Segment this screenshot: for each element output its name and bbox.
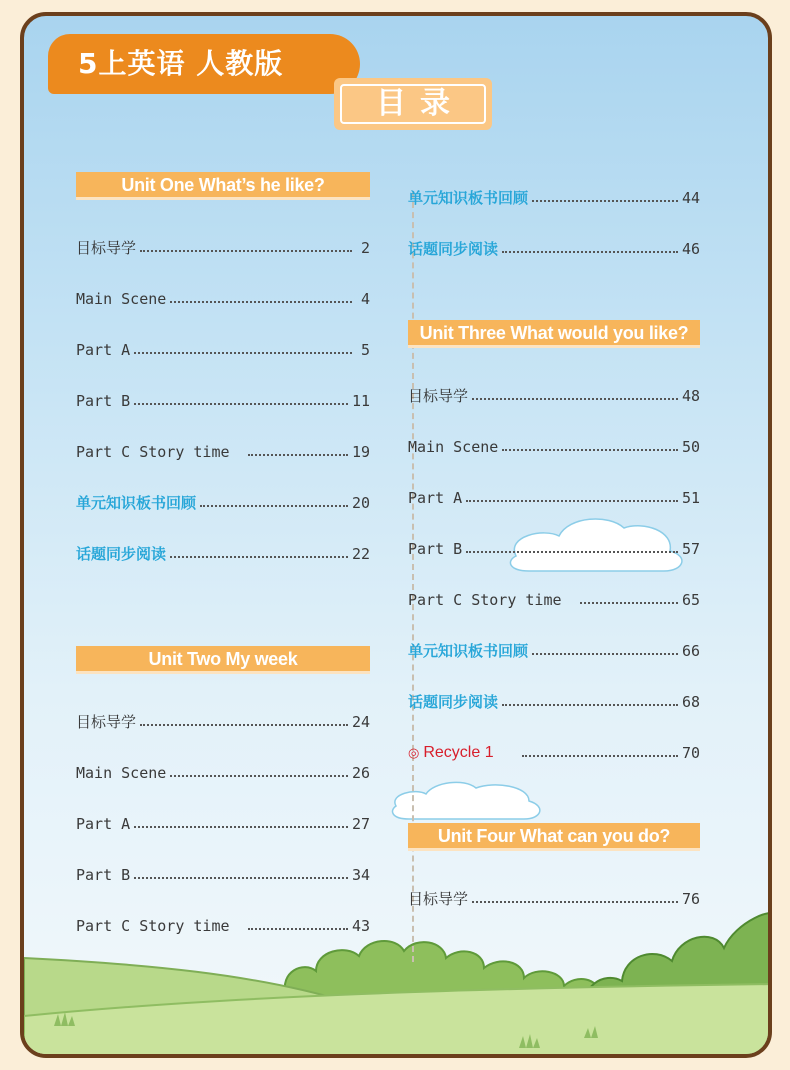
entry-label: 目标导学 (76, 713, 137, 731)
page-number: 48 (681, 386, 700, 405)
entry-label: 目标导学 (76, 239, 137, 257)
recycle-label: ◎ Recycle 1 (408, 743, 494, 761)
entry-label: 目标导学 (408, 890, 469, 908)
dot-leader (502, 449, 678, 451)
dot-leader (466, 551, 678, 553)
toc-entry[interactable] (408, 574, 700, 625)
dot-leader (502, 251, 678, 253)
entry-label: Part B (76, 391, 131, 410)
toc-entry[interactable] (408, 625, 700, 676)
page-number: 43 (351, 916, 370, 935)
dot-leader (170, 775, 348, 777)
dot-leader (472, 398, 678, 400)
toc-right-column (408, 172, 700, 939)
entry-label: 话题同步阅读 (76, 545, 167, 563)
page-number: 66 (681, 641, 700, 660)
page-number: 27 (351, 814, 370, 833)
page-number: 24 (351, 712, 370, 731)
toc-entry[interactable] (408, 370, 700, 421)
dot-leader (502, 704, 678, 706)
toc-left-column (76, 172, 370, 966)
entry-label: Main Scene (76, 763, 167, 782)
dot-leader (140, 724, 348, 726)
entry-label: 话题同步阅读 (408, 693, 499, 711)
toc-entry[interactable] (76, 849, 370, 900)
entry-label: Part B (408, 539, 463, 558)
series-tag: 5上英语 人教版 (48, 34, 360, 94)
toc-entry[interactable] (76, 324, 370, 375)
dot-leader (248, 928, 348, 930)
page-number: 65 (681, 590, 700, 609)
entry-label: Part A (76, 340, 131, 359)
page-number: 51 (681, 488, 700, 507)
dot-leader (532, 200, 678, 202)
unit-four-header[interactable]: Unit Four What can you do? (408, 823, 700, 851)
toc-entry[interactable] (76, 426, 370, 477)
toc-entry[interactable] (76, 696, 370, 747)
toc-entry[interactable] (408, 873, 700, 924)
page-number: 2 (360, 238, 370, 257)
entry-label: Main Scene (408, 437, 499, 456)
dot-leader (580, 602, 678, 604)
entry-label: Part A (76, 814, 131, 833)
dot-leader (466, 500, 678, 502)
dot-leader (134, 826, 348, 828)
page-number: 5 (360, 340, 370, 359)
toc-entry[interactable] (408, 421, 700, 472)
unit-two-header[interactable]: Unit Two My week (76, 646, 370, 674)
dot-leader (200, 505, 348, 507)
toc-entry[interactable] (408, 523, 700, 574)
toc-entry[interactable] (76, 273, 370, 324)
dot-leader (170, 301, 352, 303)
page-number: 70 (681, 743, 700, 762)
page-number: 44 (681, 188, 700, 207)
toc-title-plate (334, 78, 492, 130)
unit-three-header[interactable]: Unit Three What would you like? (408, 320, 700, 348)
entry-label: Part C Story time (408, 590, 562, 609)
toc-entry[interactable] (76, 528, 370, 579)
entry-label: 单元知识板书回顾 (408, 642, 529, 660)
toc-entry[interactable] (76, 900, 370, 951)
page-number: 76 (681, 889, 700, 908)
page-number: 11 (351, 391, 370, 410)
dot-leader (532, 653, 678, 655)
entry-label: Part A (408, 488, 463, 507)
entry-label: Main Scene (76, 289, 167, 308)
page-number: 68 (681, 692, 700, 711)
toc-entry[interactable] (76, 798, 370, 849)
toc-entry[interactable] (76, 747, 370, 798)
dot-leader (140, 250, 352, 252)
page-number: 46 (681, 239, 700, 258)
recycle-marker-icon: ◎ (408, 744, 420, 760)
entry-label: 单元知识板书回顾 (76, 494, 197, 512)
page-number: 22 (351, 544, 370, 563)
entry-label: Part C Story time (76, 442, 230, 461)
unit-one-header[interactable]: Unit One What’s he like? (76, 172, 370, 200)
page-number: 26 (351, 763, 370, 782)
page-number: 34 (351, 865, 370, 884)
entry-label: 目标导学 (408, 387, 469, 405)
toc-entry[interactable] (408, 223, 700, 274)
toc-entry[interactable] (408, 676, 700, 727)
entry-label: Part C Story time (76, 916, 230, 935)
page-number: 20 (351, 493, 370, 512)
page-number: 4 (360, 289, 370, 308)
page-number: 57 (681, 539, 700, 558)
toc-entry-recycle[interactable] (408, 727, 700, 778)
page-number: 19 (351, 442, 370, 461)
toc-entry[interactable] (76, 375, 370, 426)
dot-leader (248, 454, 348, 456)
toc-entry[interactable] (76, 477, 370, 528)
page-number: 50 (681, 437, 700, 456)
toc-title: 目录 (340, 84, 486, 124)
dot-leader (472, 901, 678, 903)
entry-label: 话题同步阅读 (408, 240, 499, 258)
dot-leader (170, 556, 348, 558)
dot-leader (522, 755, 678, 757)
entry-label: Part B (76, 865, 131, 884)
toc-entry[interactable] (408, 472, 700, 523)
dot-leader (134, 877, 348, 879)
toc-entry[interactable] (408, 172, 700, 223)
dot-leader (134, 403, 348, 405)
toc-entry[interactable] (76, 222, 370, 273)
entry-label: 单元知识板书回顾 (408, 189, 529, 207)
dot-leader (134, 352, 352, 354)
